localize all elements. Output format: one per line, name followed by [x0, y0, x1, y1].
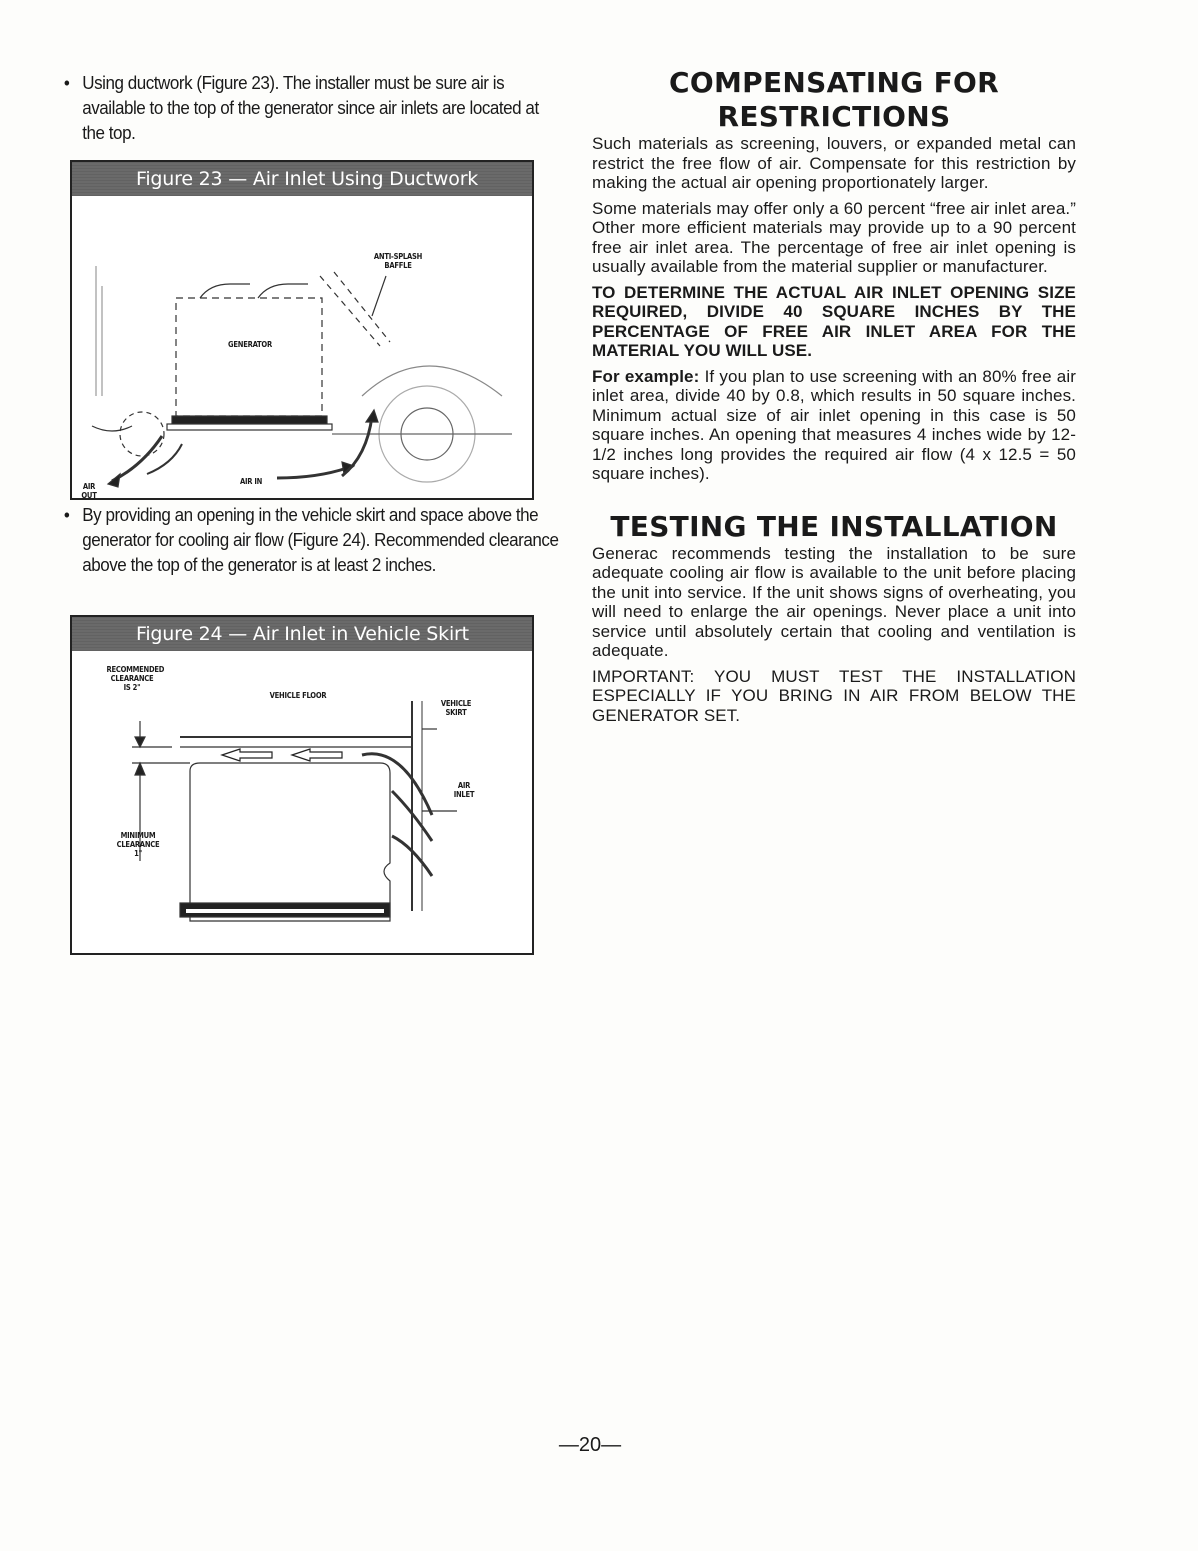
- heading-compensating: [592, 66, 1076, 134]
- example-label: For example:: [592, 366, 700, 386]
- example-text: If you plan to use screening with an 80% free air inlet area, divide 40 by 0.8, which results in 50 square inches. Minimum actual size of air inlet opening in this case is 50 square inches. An opening that measures 4 inches wide by 12-1/2 inches long provides the required air flow (4 x 12.5 = 50 square inches).: [592, 366, 1077, 483]
- label-air-in: AIR IN: [239, 477, 263, 486]
- bullet-vehicle-skirt-text: By providing an opening in the vehicle skirt and space above the generator for cooling air flow (Figure 24). Recommended clearance above the top of the generator is at least 2 inches.: [82, 504, 559, 575]
- page-number: —20—: [558, 1434, 622, 1456]
- bullet-ductwork-text: Using ductwork (Figure 23). The installer must be sure air is available to the top of the generator since air inlets are located at the top.: [82, 72, 539, 143]
- left-column-lower: [62, 502, 559, 577]
- bullet-dot: •: [63, 72, 70, 93]
- figure-24-title: Figure 24 — Air Inlet in Vehicle Skirt: [72, 617, 532, 651]
- figure-23-title: Figure 23 — Air Inlet Using Ductwork: [72, 162, 532, 196]
- label-generator: GENERATOR: [228, 340, 272, 349]
- heading-compensating-line2: RESTRICTIONS: [717, 100, 951, 133]
- left-column: [62, 70, 540, 145]
- paragraph-free-air-percent: Some materials may offer only a 60 percent “free air inlet area.” Other more efficient materials may provide up to a 90 percent free air inlet area. The percentage of free air inlet opening is usually available from the material supplier or manufacturer.: [592, 198, 1076, 276]
- figure-24: [70, 615, 534, 955]
- ductwork-drawing: [72, 196, 528, 498]
- bullet-vehicle-skirt: [62, 502, 561, 577]
- heading-testing: TESTING THE INSTALLATION: [610, 509, 1058, 543]
- right-column: [592, 66, 1076, 731]
- label-vehicle-skirt: VEHICLE SKIRT: [440, 699, 472, 717]
- figure-23: [70, 160, 534, 500]
- label-recommended-clearance: RECOMMENDED CLEARANCE IS 2": [106, 665, 165, 692]
- bullet-ductwork: [62, 70, 561, 145]
- paragraph-example: [592, 367, 1076, 484]
- paragraph-important: IMPORTANT: YOU MUST TEST THE INSTALLATION ESPECIALLY IF YOU BRING IN AIR FROM BELOW THE GENERATOR SET.: [592, 666, 1076, 725]
- heading-compensating-line1: COMPENSATING FOR: [669, 66, 999, 99]
- paragraph-determine-size: TO DETERMINE THE ACTUAL AIR INLET OPENING SIZE REQUIRED, DIVIDE 40 SQUARE INCHES BY THE PERCENTAGE OF FREE AIR INLET AREA FOR THE MATERIAL YOU WILL USE.: [592, 282, 1076, 360]
- figure-23-diagram: [72, 196, 532, 498]
- label-vehicle-floor: VEHICLE FLOOR: [269, 691, 327, 700]
- label-air-out: AIR OUT: [81, 482, 97, 500]
- label-minimum-clearance: MINIMUM CLEARANCE 1": [116, 831, 160, 858]
- label-air-inlet: AIR INLET: [453, 781, 475, 799]
- paragraph-testing: Generac recommends testing the installation to be sure adequate cooling air flow is available to the unit before placing the unit into service. If the unit shows signs of overheating, you will need to enlarge the air openings. Never place a unit into service until absolutely certain that cooling and ventilation is adequate.: [592, 543, 1076, 660]
- figure-24-diagram: [72, 651, 532, 953]
- label-anti-splash-baffle: ANTI-SPLASH BAFFLE: [373, 252, 423, 270]
- bullet-dot: •: [63, 504, 70, 525]
- paragraph-restrictions: Such materials as screening, louvers, or expanded metal can restrict the free flow of air. Compensate for this restriction by making the actual air opening proportionately larger.: [592, 134, 1076, 192]
